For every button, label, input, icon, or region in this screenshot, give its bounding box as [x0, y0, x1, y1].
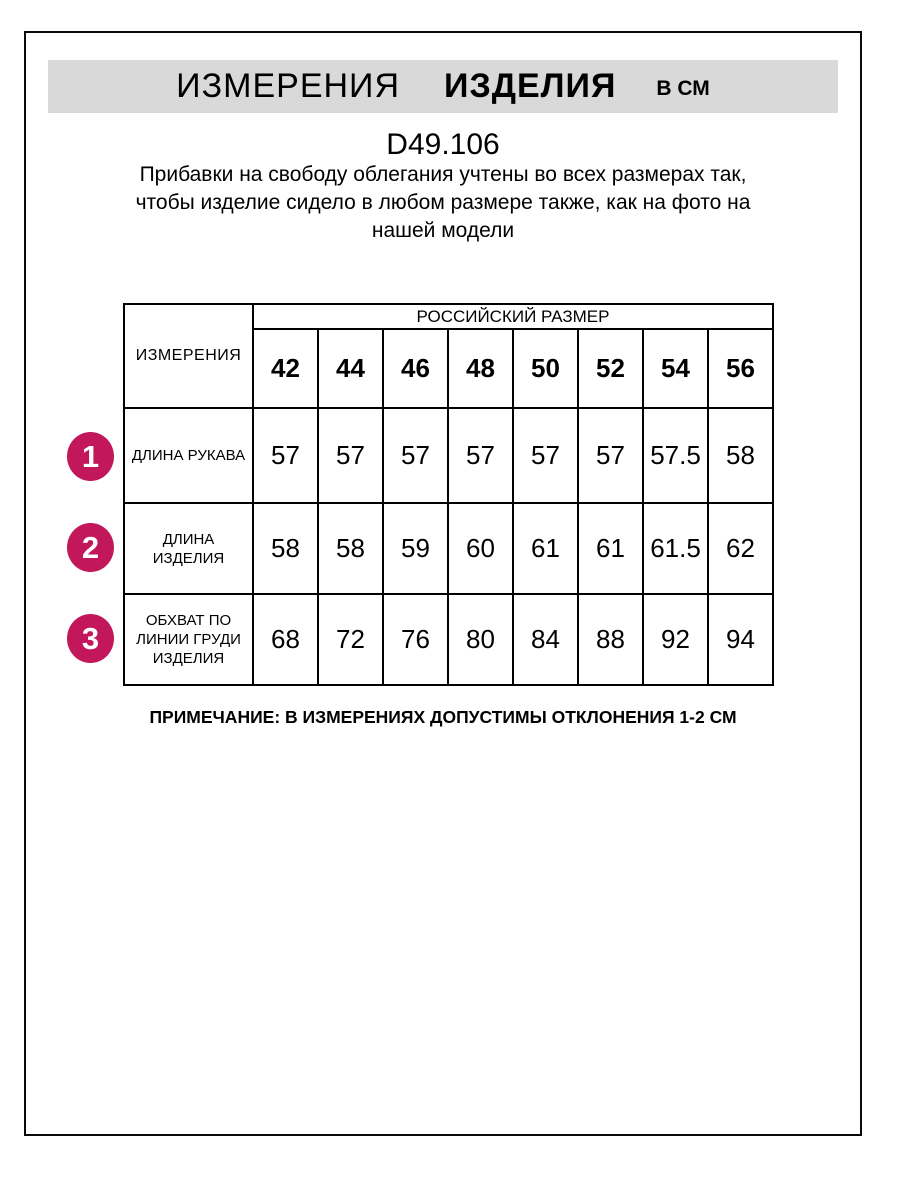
- title-product: ИЗДЕЛИЯ: [444, 67, 617, 105]
- value-cell: 61.5: [643, 503, 708, 594]
- value-cell: 72: [318, 594, 383, 685]
- row-number-badge: 3: [67, 614, 114, 663]
- value-cell: 88: [578, 594, 643, 685]
- value-cell: 60: [448, 503, 513, 594]
- table-row-sleeve-length: [124, 408, 773, 503]
- row-label: ОБХВАТ ПО ЛИНИИ ГРУДИ ИЗДЕЛИЯ: [124, 594, 253, 685]
- value-cell: 62: [708, 503, 773, 594]
- table-row-product-length: [124, 503, 773, 594]
- value-cell: 57: [513, 408, 578, 503]
- size-header-cell: 42: [253, 329, 318, 408]
- value-cell: 61: [513, 503, 578, 594]
- size-header-cell: 52: [578, 329, 643, 408]
- title-unit-cm: В СМ: [656, 76, 710, 100]
- row-label: ДЛИНА ИЗДЕЛИЯ: [124, 503, 253, 594]
- size-header-cell: 50: [513, 329, 578, 408]
- value-cell: 57.5: [643, 408, 708, 503]
- value-cell: 57: [578, 408, 643, 503]
- row-label: ДЛИНА РУКАВА: [124, 408, 253, 503]
- value-cell: 76: [383, 594, 448, 685]
- value-cell: 92: [643, 594, 708, 685]
- value-cell: 61: [578, 503, 643, 594]
- table-row-chest-girth: [124, 594, 773, 685]
- value-cell: 84: [513, 594, 578, 685]
- value-cell: 58: [253, 503, 318, 594]
- table-group-header-row: [124, 304, 773, 329]
- value-cell: 57: [448, 408, 513, 503]
- title-bar: [48, 60, 838, 113]
- value-cell: 57: [318, 408, 383, 503]
- value-cell: 80: [448, 594, 513, 685]
- size-header-cell: 44: [318, 329, 383, 408]
- row-number-badge: 2: [67, 523, 114, 572]
- size-header-cell: 56: [708, 329, 773, 408]
- value-cell: 58: [318, 503, 383, 594]
- tolerance-note: ПРИМЕЧАНИЕ: В ИЗМЕРЕНИЯХ ДОПУСТИМЫ ОТКЛОНЕНИЯ 1-2 СМ: [149, 707, 737, 727]
- value-cell: 57: [383, 408, 448, 503]
- value-cell: 94: [708, 594, 773, 685]
- product-code: D49.106: [386, 128, 500, 161]
- size-header-cell: 46: [383, 329, 448, 408]
- value-cell: 59: [383, 503, 448, 594]
- row-number-badge: 1: [67, 432, 114, 481]
- measurements-column-header: ИЗМЕРЕНИЯ: [124, 304, 253, 408]
- value-cell: 68: [253, 594, 318, 685]
- size-header-cell: 54: [643, 329, 708, 408]
- title-measurements: ИЗМЕРЕНИЯ: [176, 67, 401, 105]
- value-cell: 57: [253, 408, 318, 503]
- product-description: Прибавки на свободу облегания учтены во всех размерах так, чтобы изделие сидело в любом размере также, как на фото на нашей модели: [135, 163, 751, 242]
- value-cell: 58: [708, 408, 773, 503]
- size-table: [123, 303, 774, 686]
- russian-size-header: РОССИЙСКИЙ РАЗМЕР: [253, 304, 773, 329]
- size-header-cell: 48: [448, 329, 513, 408]
